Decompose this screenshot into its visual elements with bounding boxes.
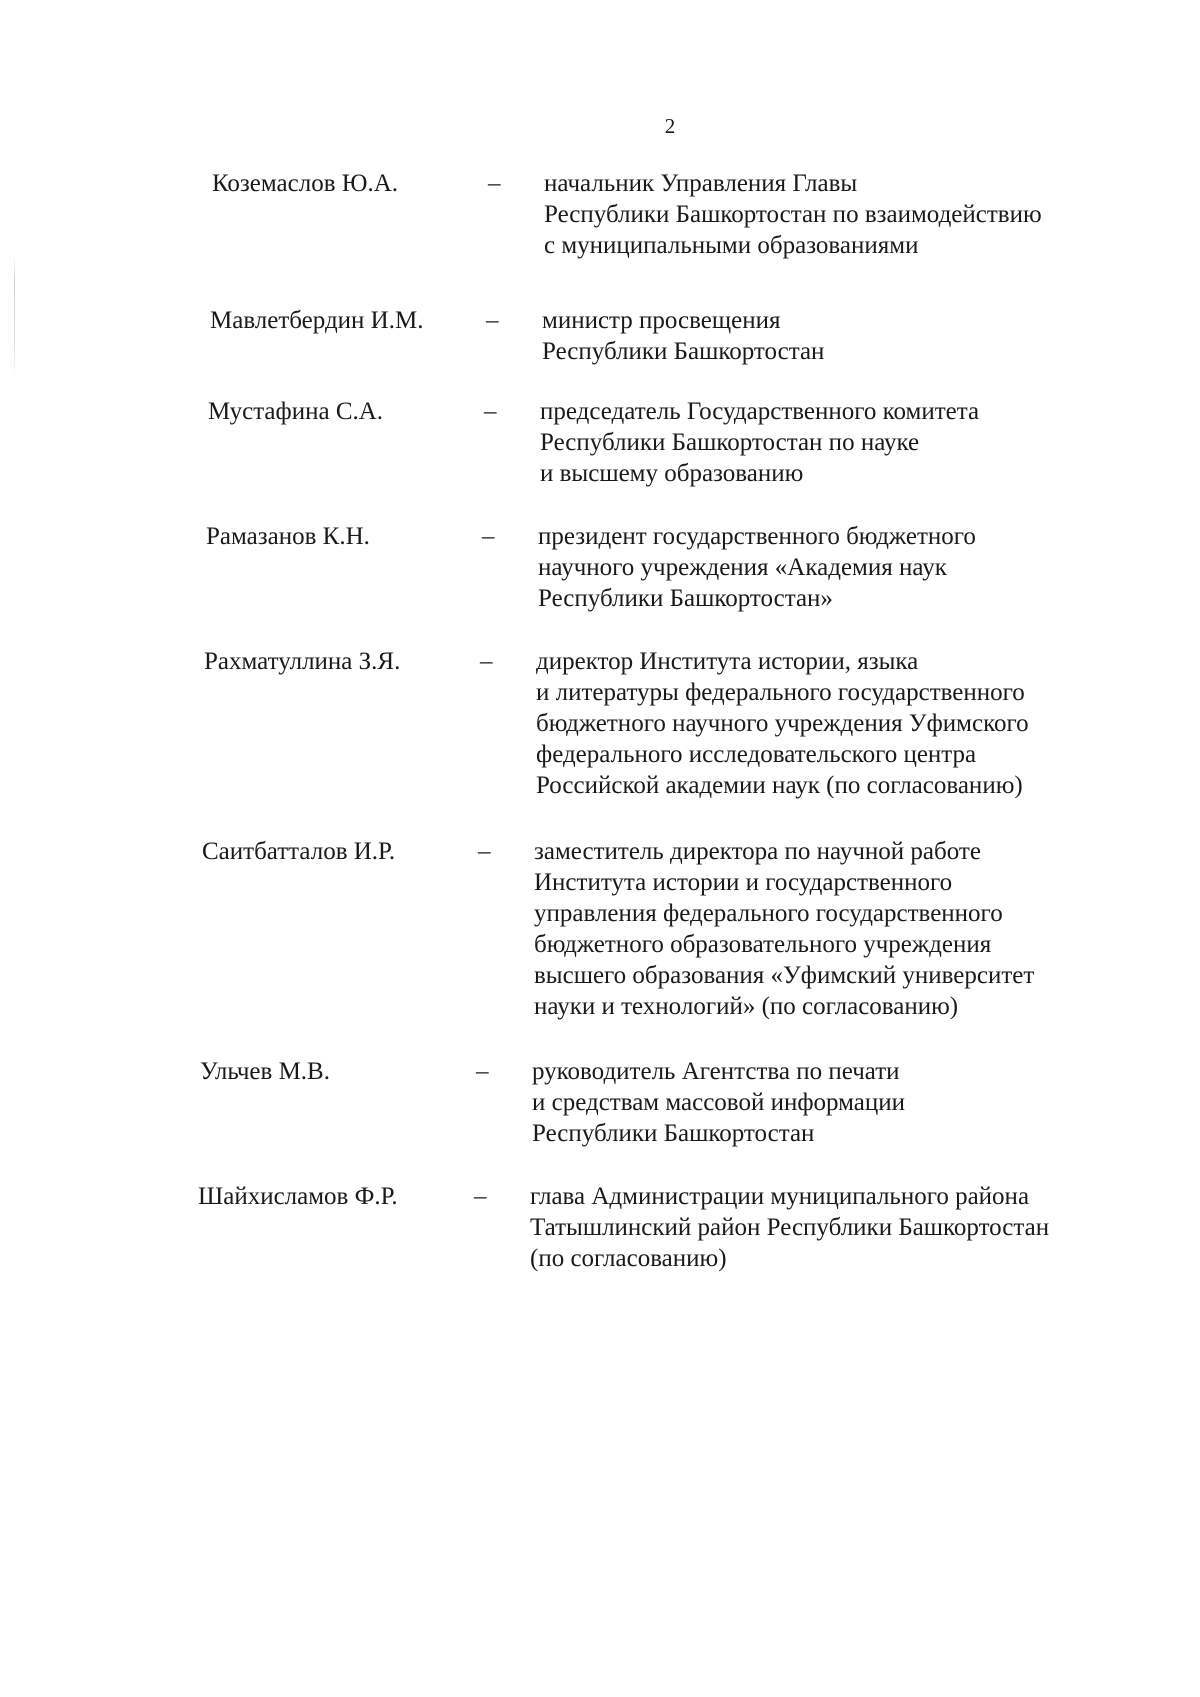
role-line: начальник Управления Главы: [544, 170, 858, 197]
member-role: [530, 1181, 1049, 1274]
member-name: Ульчев М.В.: [200, 1058, 330, 1085]
role-line: (по согласованию): [530, 1245, 727, 1272]
role-line: Татышлинский район Республики Башкортостан: [530, 1214, 1050, 1241]
member-role: [536, 646, 1029, 801]
role-line: бюджетного научного учреждения Уфимского: [536, 710, 1029, 737]
role-line: заместитель директора по научной работе: [534, 838, 981, 865]
role-line: директор Института истории, языка: [536, 648, 919, 675]
role-line: научного учреждения «Академия наук: [538, 554, 947, 581]
role-line: Республики Башкортостан: [532, 1120, 815, 1147]
separator-dash: –: [486, 307, 499, 334]
role-line: с муниципальными образованиями: [544, 232, 919, 259]
member-name: Мавлетбердин И.М.: [210, 307, 424, 334]
separator-dash: –: [484, 398, 497, 425]
role-line: президент государственного бюджетного: [538, 523, 976, 550]
member-role: [542, 305, 824, 367]
member-role: [532, 1056, 905, 1149]
role-line: Республики Башкортостан по взаимодействию: [544, 201, 1042, 228]
member-role: [540, 396, 979, 489]
role-line: руководитель Агентства по печати: [532, 1058, 900, 1085]
role-line: управления федерального государственного: [534, 900, 1003, 927]
member-name: Мустафина С.А.: [208, 398, 384, 425]
role-line: Республики Башкортостан»: [538, 585, 833, 612]
role-line: науки и технологий» (по согласованию): [534, 993, 959, 1020]
member-name: Рамазанов К.Н.: [206, 523, 370, 550]
role-line: министр просвещения: [542, 307, 781, 334]
member-name: Шайхисламов Ф.Р.: [198, 1183, 398, 1210]
role-line: Российской академии наук (по согласованию): [536, 772, 1023, 799]
member-role: [538, 521, 976, 614]
role-line: глава Администрации муниципального района: [530, 1183, 1030, 1210]
role-line: Республики Башкортостан: [542, 338, 825, 365]
role-line: федерального исследовательского центра: [536, 741, 977, 768]
role-line: Республики Башкортостан по науке: [540, 429, 920, 456]
separator-dash: –: [482, 523, 495, 550]
role-line: высшего образования «Уфимский университет: [534, 962, 1035, 989]
member-name: Коземаслов Ю.А.: [212, 170, 399, 197]
role-line: и средствам массовой информации: [532, 1089, 906, 1116]
role-line: Института истории и государственного: [534, 869, 953, 896]
member-role: [544, 168, 1042, 261]
separator-dash: –: [476, 1058, 489, 1085]
member-name: Саитбатталов И.Р.: [202, 838, 396, 865]
role-line: бюджетного образовательного учреждения: [534, 931, 992, 958]
separator-dash: –: [488, 170, 501, 197]
page-number: 2: [664, 114, 676, 138]
role-line: председатель Государственного комитета: [540, 398, 980, 425]
role-line: и литературы федерального государственного: [536, 679, 1025, 706]
member-name: Рахматуллина З.Я.: [204, 648, 401, 675]
separator-dash: –: [480, 648, 493, 675]
member-role: [534, 836, 1034, 1022]
role-line: и высшему образованию: [540, 460, 804, 487]
separator-dash: –: [478, 838, 491, 865]
separator-dash: –: [474, 1183, 487, 1210]
